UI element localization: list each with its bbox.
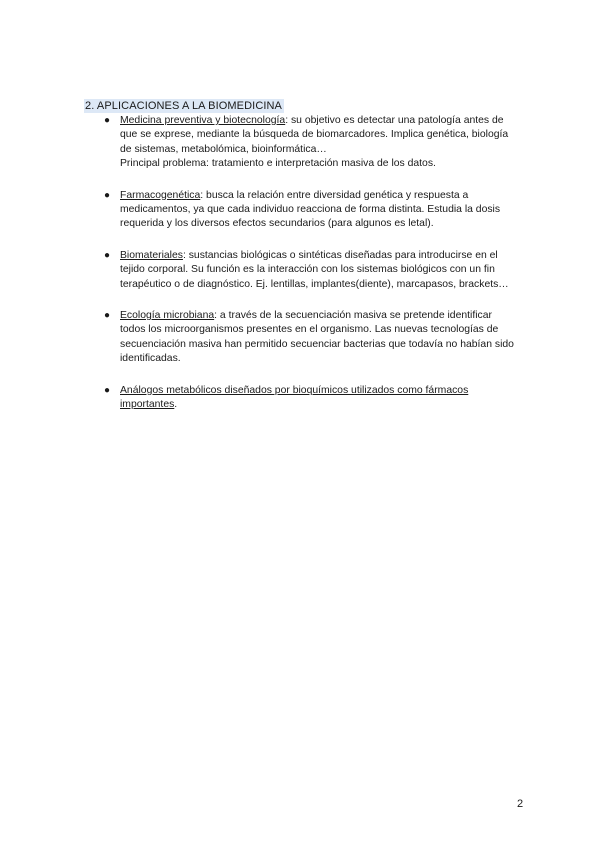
description-ecologia-microbiana: : a través de la secuenciación masiva se pretende identificar todos los microorganismos presentes en el organismo. Las nuevas tecnologías de secuenciación masiva han permitido secuenciar bacterias que todavía no habían sido identificadas. — [120, 310, 514, 365]
list-item-biomateriales — [100, 249, 520, 292]
section-heading: 2. APLICACIONES A LA BIOMEDICINA — [85, 100, 282, 112]
bullet-icon: ● — [104, 189, 111, 201]
bullet-icon: ● — [104, 249, 111, 261]
term-ecologia-microbiana: Ecología microbiana — [120, 310, 215, 322]
description-analogos-metabolicos: . — [174, 399, 178, 411]
list-item-farmacogenetica — [100, 189, 520, 232]
page-number: 2 — [517, 798, 524, 810]
term-medicina-preventiva: Medicina preventiva y biotecnología — [120, 115, 286, 126]
term-farmacogenetica: Farmacogenética — [120, 189, 201, 201]
description-farmacogenetica: : busca la relación entre diversidad genética y respuesta a medicamentos, ya que cada individuo reacciona de forma distinta. Estudia la dosis requerida y los diversos efectos secundarios (para algunos es letal). — [120, 189, 501, 230]
bullet-icon: ● — [104, 115, 111, 126]
term-biomateriales: Biomateriales — [120, 249, 183, 261]
term-analogos-metabolicos: Análogos metabólicos diseñados por bioquímicos utilizados como fármacos importantes — [120, 384, 469, 411]
applications-list — [100, 114, 520, 430]
list-item-ecologia-microbiana — [100, 309, 520, 367]
list-item-analogos-metabolicos — [100, 384, 520, 413]
bullet-icon: ● — [104, 310, 111, 322]
note-principal-problema: Principal problema: tratamiento e interpretación masiva de los datos. — [120, 158, 436, 170]
list-item-medicina-preventiva — [100, 114, 520, 172]
description-biomateriales: : sustancias biológicas o sintéticas diseñadas para introducirse en el tejido corporal. Su función es la interacción con los sistemas biológicos con un fin terapéutico o de diagnóstico. Ej. lentillas, implantes(diente), marcapasos, brackets… — [120, 249, 509, 290]
description-medicina-preventiva: : su objetivo es detectar una patología antes de que se exprese, mediante la búsqueda de biomarcadores. Implica genética, biología de sistemas, metabolómica, bioinformática… — [120, 115, 509, 155]
bullet-icon: ● — [104, 384, 111, 396]
